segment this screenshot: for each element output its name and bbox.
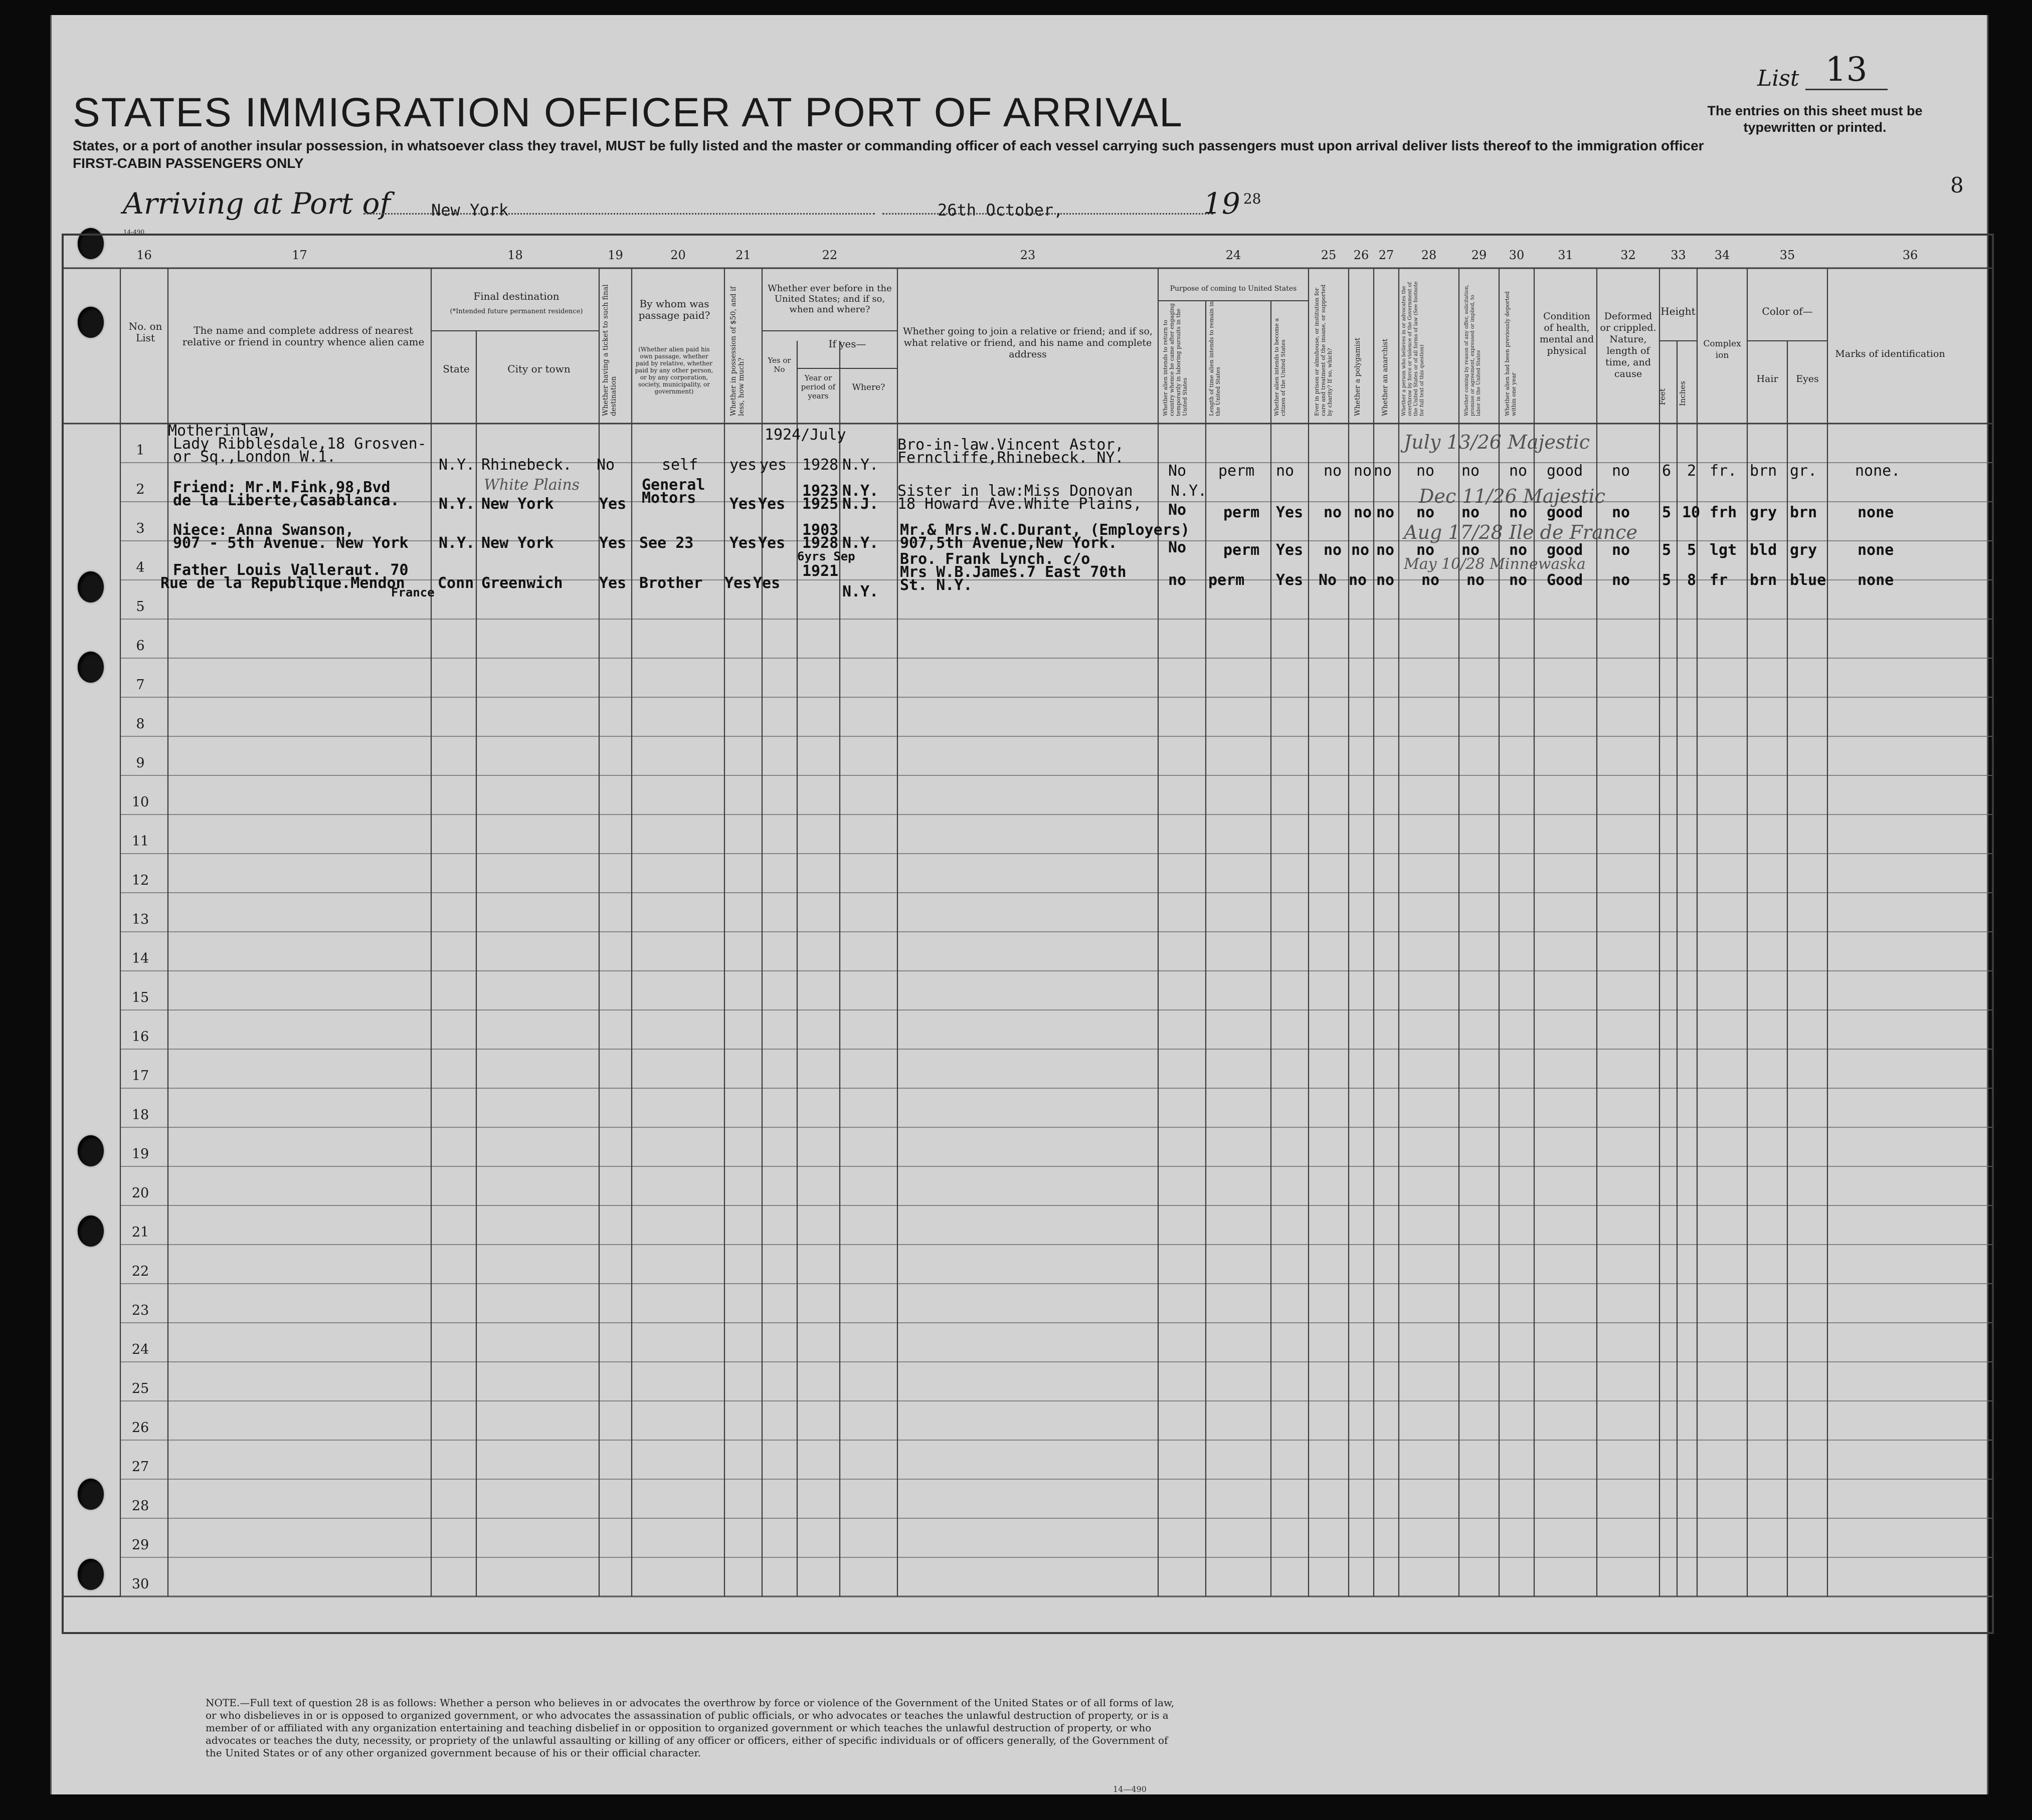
row-number: 14 — [131, 951, 149, 966]
form-top-code: 14-490 — [123, 229, 145, 236]
row1-join-line2: Ferncliffe,Rhinebeck. NY. — [897, 449, 1124, 467]
row-number: 18 — [131, 1107, 149, 1123]
row4-possession: Yes — [724, 574, 752, 592]
row4-inches: 8 — [1687, 571, 1697, 589]
header-yes-or-no: Yes or No — [768, 356, 791, 374]
header-deformed: Deformed or crippled. Nature, length of time, and cause — [1600, 311, 1656, 379]
header-complexion: Complexion — [1703, 339, 1741, 360]
header-hair: Hair — [1756, 373, 1778, 384]
row-number: 26 — [131, 1420, 149, 1436]
row1-where: N.Y. — [842, 456, 879, 474]
row2-marks: none — [1858, 504, 1894, 521]
row3-handwritten-note: Aug 17/28 Ile de France — [1404, 521, 1637, 543]
column-number: 25 — [1321, 248, 1337, 262]
header-purpose-return: Whether alien intends to return to country whence he came after engaging temporarily in laboring pursuits in the United States — [1162, 303, 1188, 416]
row4-marks: none — [1858, 571, 1894, 589]
header-overthrow: Whether a person who believes in or advocates the overthrow by force or violence of the Government of the United States or of all forms of law (See footnote for full text of this question) — [1401, 281, 1425, 416]
row4-overthrow: no — [1421, 571, 1440, 589]
row3-hair: bld — [1750, 541, 1777, 559]
row4-deformed: no — [1612, 571, 1630, 589]
header-no-on-list: No. on List — [128, 320, 162, 344]
header-possession: Whether in possession of $50, and if less, how much? — [729, 286, 746, 416]
row3-year2: 1928 — [802, 534, 839, 552]
row1-overthrow: no — [1416, 462, 1435, 480]
row4-relative-line1: Father Louis Valleraut. 70 — [173, 561, 409, 579]
row-number: 12 — [131, 873, 149, 888]
row1-purpose-citizen: no — [1276, 462, 1295, 480]
row3-purpose-return: No — [1168, 539, 1187, 556]
header-color-of: Color of— — [1762, 305, 1813, 317]
header-anarchist: Whether an anarchist — [1381, 338, 1389, 416]
row4-handwritten-note: May 10/28 Minnewaska — [1404, 555, 1586, 573]
row3-anarchist: no — [1376, 541, 1395, 559]
row2-prison: no — [1324, 504, 1342, 521]
typewritten-notice: The entries on this sheet must be typewritten or printed. — [1707, 103, 1923, 135]
column-number: 24 — [1225, 248, 1241, 262]
row2-anarchist: no — [1376, 504, 1395, 521]
row1-offer: no — [1461, 462, 1480, 480]
column-number: 34 — [1714, 248, 1730, 262]
header-inches: Inches — [1678, 381, 1687, 407]
row4-join-line1: Bro. Frank Lynch. c/o — [900, 550, 1090, 568]
row1-relative-line2: Lady Ribblesdale,18 Grosven- — [173, 435, 427, 453]
row3-passage: See 23 — [639, 534, 694, 552]
row4-join-line2: Mrs W.B.James.7 East 70th — [900, 563, 1127, 581]
row2-relative-line1: Friend: Mr.M.Fink,98,Bvd — [173, 479, 391, 496]
row4-ever-yes: Yes — [753, 574, 781, 592]
row2-purpose-citizen: Yes — [1276, 504, 1304, 521]
row-number: 30 — [131, 1576, 149, 1592]
column-number: 21 — [735, 248, 751, 262]
footnote: NOTE.—Full text of question 28 is as follows: Whether a person who believes in or advocates the overthrow by force or violence of the Government of the United States or of all forms of law, or who disbelieves in or is opposed to organized government, or who advocates the assassination of public officials, or who advocates or teaches the unlawful destruction of property, or is a member of or affiliated with any organization entertaining and teaching disbelief in or opposition to organized government or which teaches the unlawful destruction of property, or who advocates or teaches the duty, necessity, or propriety of the unlawful assaulting or killing of any officer or officers, either of specific individuals or of officers generally, of the Government of the United States or of any other organized government because of his or their official character. — [206, 1697, 1175, 1759]
row3-inches: 5 — [1687, 541, 1697, 559]
row3-deported: no — [1509, 541, 1528, 559]
column-number: 22 — [822, 248, 838, 262]
row1-inches: 2 — [1687, 462, 1697, 480]
row3-condition: good — [1547, 541, 1583, 559]
row4-ticket: Yes — [599, 574, 627, 592]
row2-where1: N.Y. — [842, 482, 879, 500]
header-eyes: Eyes — [1796, 373, 1819, 384]
column-number: 29 — [1471, 248, 1487, 262]
column-number: 26 — [1353, 248, 1369, 262]
row2-inches: 10 — [1682, 504, 1701, 521]
row2-deformed: no — [1612, 504, 1630, 521]
row-number: 9 — [136, 755, 145, 771]
row4-year2: 1921 — [802, 562, 839, 580]
row4-purpose-citizen: Yes — [1276, 571, 1304, 589]
row3-offer: no — [1461, 541, 1480, 559]
column-number: 16 — [136, 248, 152, 262]
row-number: 4 — [136, 560, 145, 575]
row4-polygamist: no — [1349, 571, 1367, 589]
row-number: 17 — [131, 1068, 149, 1084]
row4-year1: 6yrs Sep — [797, 549, 855, 563]
header-purpose: Purpose of coming to United States — [1170, 285, 1297, 293]
row-number: 5 — [136, 599, 145, 615]
header-condition: Condition of health, mental and physical — [1539, 311, 1594, 356]
row1-join-line1: Bro-in-law.Vincent Astor, — [897, 436, 1124, 454]
row4-relative-line3: France — [391, 585, 435, 599]
header-city: City or town — [507, 363, 571, 375]
row3-ever-yes: Yes — [758, 534, 786, 552]
row3-purpose-citizen: Yes — [1276, 541, 1304, 559]
header-marks: Marks of identification — [1835, 348, 1945, 359]
row4-relative-line2: Rue de la Republique.Mendon — [160, 574, 405, 592]
row-number: 25 — [131, 1381, 149, 1396]
row1-ever-yes: yes — [760, 456, 787, 474]
row3-marks: none — [1858, 541, 1894, 559]
row-number: 6 — [136, 638, 145, 654]
row1-year: 1928 — [802, 456, 839, 474]
header-final-destination-note: (*Intended future permanent residence) — [450, 308, 583, 315]
row3-feet: 5 — [1662, 541, 1672, 559]
header-where: Where? — [852, 382, 885, 392]
column-number: 32 — [1620, 248, 1636, 262]
header-relative: The name and complete address of nearest relative or friend in country whence alien came — [182, 324, 425, 348]
column-number: 17 — [292, 248, 307, 262]
row-number: 8 — [136, 716, 145, 732]
row1-state: N.Y. — [439, 456, 475, 474]
year-suffix: 28 — [1243, 190, 1261, 207]
row-number: 7 — [136, 677, 145, 693]
arrival-date: 26th October, — [938, 200, 1063, 220]
row3-complexion: lgt — [1710, 541, 1737, 559]
header-passage-note: (Whether alien paid his own passage, whether paid by relative, whether paid by any other person, or by any corporation, society, municipality, or government) — [635, 346, 713, 395]
row4-complexion: fr — [1710, 571, 1728, 589]
row-number: 21 — [131, 1225, 149, 1240]
row-number: 3 — [136, 521, 145, 536]
row4-eyes: blue — [1790, 571, 1826, 589]
header-ticket: Whether having a ticket to such final destination — [602, 284, 618, 416]
row1-passage: self — [662, 456, 698, 474]
row-number: 23 — [131, 1303, 149, 1318]
header-year-period: Year or period of years — [801, 373, 836, 400]
form-code: 14—490 — [1113, 1784, 1147, 1794]
row-number: 16 — [131, 1029, 149, 1045]
row3-ticket: Yes — [599, 534, 627, 552]
header-deported: Whether alien had been previously deported within one year — [1504, 291, 1517, 416]
row1-relative-line3: or Sq.,London W.1. — [173, 448, 336, 466]
header-purpose-citizen: Whether alien intends to become a citizen of the United States — [1273, 318, 1286, 416]
row2-polygamist: no — [1354, 504, 1372, 521]
row4-condition: Good — [1547, 571, 1583, 589]
row4-anarchist: no — [1376, 571, 1395, 589]
row2-join-extra: N.Y. — [1171, 482, 1207, 500]
row2-feet: 5 — [1662, 504, 1672, 521]
row2-ticket: Yes — [599, 495, 627, 513]
row1-feet: 6 — [1662, 462, 1672, 480]
arriving-label: Arriving at Port of — [123, 186, 391, 221]
row-number: 29 — [131, 1537, 149, 1553]
row1-prison: no — [1324, 462, 1342, 480]
row2-join-line1: Sister in law:Miss Donovan — [897, 482, 1133, 500]
instructions-line: States, or a port of another insular possession, in whatsoever class they travel, MUST be fully listed and the master or commanding officer of each vessel carrying such passengers must upon arrival deliver lists thereof to the immigration officer — [73, 138, 1704, 153]
row2-deported: no — [1509, 504, 1528, 521]
row-number: 27 — [131, 1459, 149, 1475]
row2-state: N.Y. — [439, 495, 475, 513]
column-number: 20 — [670, 248, 686, 262]
row3-deformed: no — [1612, 541, 1630, 559]
row2-where2: N.J. — [842, 495, 879, 513]
row2-ever-yes: Yes — [758, 495, 786, 513]
row4-city: Greenwich — [481, 574, 563, 592]
row3-relative-line1: Niece: Anna Swanson, — [173, 521, 354, 539]
row1-possession: yes — [729, 456, 757, 474]
row2-complexion: frh — [1710, 504, 1737, 521]
column-number: 28 — [1421, 248, 1437, 262]
header-passage: By whom was passage paid? — [638, 298, 710, 321]
row1-handwritten-note: July 13/26 Majestic — [1404, 431, 1590, 453]
row3-year1: 1903 — [802, 521, 839, 539]
row3-prison: no — [1324, 541, 1342, 559]
arrival-port: New York — [431, 200, 509, 220]
row1-condition: good — [1547, 462, 1583, 480]
column-number: 19 — [608, 248, 623, 262]
row2-eyes: brn — [1790, 504, 1817, 521]
row4-purpose-return: no — [1168, 571, 1187, 589]
row4-passage: Brother — [639, 574, 703, 592]
header-prison: Ever in prison or almshouse, or institution for care and treatment of the insane, or supported by charity? If so, which? — [1314, 284, 1333, 416]
row1-ticket: No — [597, 456, 615, 474]
header-polygamist: Whether a polygamist — [1354, 337, 1362, 416]
row1-purpose-length: perm — [1218, 462, 1255, 480]
row3-where: N.Y. — [842, 534, 879, 552]
row1-complexion: fr. — [1710, 462, 1737, 480]
row3-eyes: gry — [1790, 541, 1817, 559]
page-number: 8 — [1950, 173, 1964, 197]
row1-deformed: no — [1612, 462, 1630, 480]
row4-prison: No — [1319, 571, 1337, 589]
row3-possession: Yes — [729, 534, 757, 552]
row4-offer: no — [1466, 571, 1485, 589]
row3-relative-line2: 907 - 5th Avenue. New York — [173, 534, 409, 552]
row-number: 20 — [131, 1185, 149, 1201]
column-number: 30 — [1509, 248, 1525, 262]
header-offer: Whether coming by reason of any offer, solicitation, promise or agreement, expressed or implied, to labor in the United States — [1464, 284, 1482, 416]
row-number: 19 — [131, 1146, 149, 1162]
row1-eyes: gr. — [1790, 462, 1817, 480]
row2-possession: Yes — [729, 495, 757, 513]
row4-where: N.Y. — [842, 583, 879, 600]
row3-city: New York — [481, 534, 554, 552]
column-number: 23 — [1020, 248, 1036, 262]
row2-overthrow: no — [1416, 504, 1435, 521]
row3-purpose-length: perm — [1223, 541, 1260, 559]
row1-city: Rhinebeck. — [481, 456, 572, 474]
row2-city-handwritten: White Plains — [484, 476, 580, 494]
row3-polygamist: no — [1351, 541, 1370, 559]
column-number: 18 — [507, 248, 523, 262]
page-title: STATES IMMIGRATION OFFICER AT PORT OF ARRIVAL — [73, 90, 1183, 135]
row1-year-top: 1924/July — [765, 426, 846, 444]
row-number: 10 — [131, 794, 149, 810]
column-number: 36 — [1902, 248, 1918, 262]
row1-anarchist: no — [1374, 462, 1392, 480]
header-state: State — [443, 363, 470, 375]
row4-feet: 5 — [1662, 571, 1672, 589]
row1-hair: brn — [1750, 462, 1777, 480]
row4-purpose-length: perm — [1208, 571, 1245, 589]
row4-state: Conn — [438, 574, 474, 592]
row-number: 22 — [131, 1264, 149, 1279]
year-prefix: 19 — [1203, 186, 1240, 221]
row3-join-line1: Mr.& Mrs.W.C.Durant, (Employers) — [900, 521, 1190, 539]
header-height: Height — [1660, 305, 1696, 317]
row2-year2: 1925 — [802, 495, 839, 513]
list-label: List — [1757, 66, 1799, 91]
header-final-destination: Final destination — [473, 290, 560, 302]
row2-condition: good — [1547, 504, 1583, 521]
header-purpose-length: Length of time alien intends to remain in the United States — [1208, 301, 1221, 416]
row1-relative-line1: Motherinlaw, — [168, 422, 277, 440]
row2-join-line2: 18 Howard Ave.White Plains, — [897, 495, 1142, 513]
row1-purpose-return: No — [1168, 462, 1187, 480]
row-number: 15 — [131, 990, 149, 1005]
row4-deported: no — [1509, 571, 1528, 589]
row2-offer: no — [1461, 504, 1480, 521]
header-feet: Feet — [1658, 388, 1667, 406]
row-number: 11 — [131, 834, 149, 849]
row2-year1: 1923 — [802, 482, 839, 500]
row2-passage: General Motors — [642, 476, 705, 507]
header-join: Whether going to join a relative or friend; and if so, what relative or friend, and his name and complete address — [903, 326, 1153, 360]
row-number: 13 — [131, 912, 149, 927]
row2-city: New York — [481, 495, 554, 513]
row1-deported: no — [1509, 462, 1528, 480]
row3-state: N.Y. — [439, 534, 475, 552]
list-number: 13 — [1805, 50, 1888, 90]
row3-join-line2: 907,5th Avenue,New York. — [900, 534, 1118, 552]
row1-polygamist: no — [1354, 462, 1372, 480]
row4-join-line3: St. N.Y. — [900, 576, 973, 594]
row-number: 24 — [131, 1342, 149, 1357]
column-number: 33 — [1671, 248, 1686, 262]
row1-marks: none. — [1855, 462, 1901, 480]
row-number: 28 — [131, 1498, 149, 1514]
column-number: 31 — [1558, 248, 1573, 262]
header-if-yes: If yes— — [828, 338, 866, 350]
header-ever-before: Whether ever before in the United States; and if so, when and where? — [768, 283, 892, 315]
row-number: 2 — [136, 482, 145, 497]
row2-relative-line2: de la Liberte,Casablanca. — [173, 492, 400, 509]
row2-handwritten-note: Dec 11/26 Majestic — [1419, 485, 1605, 507]
class-line: FIRST-CABIN PASSENGERS ONLY — [73, 155, 304, 171]
column-number: 35 — [1779, 248, 1795, 262]
row4-hair: brn — [1750, 571, 1777, 589]
row2-purpose-return: No — [1168, 501, 1187, 519]
row2-purpose-length: perm — [1223, 504, 1260, 521]
row-number: 1 — [136, 443, 145, 458]
column-number: 27 — [1378, 248, 1394, 262]
row3-overthrow: no — [1416, 541, 1435, 559]
row2-hair: gry — [1750, 504, 1777, 521]
